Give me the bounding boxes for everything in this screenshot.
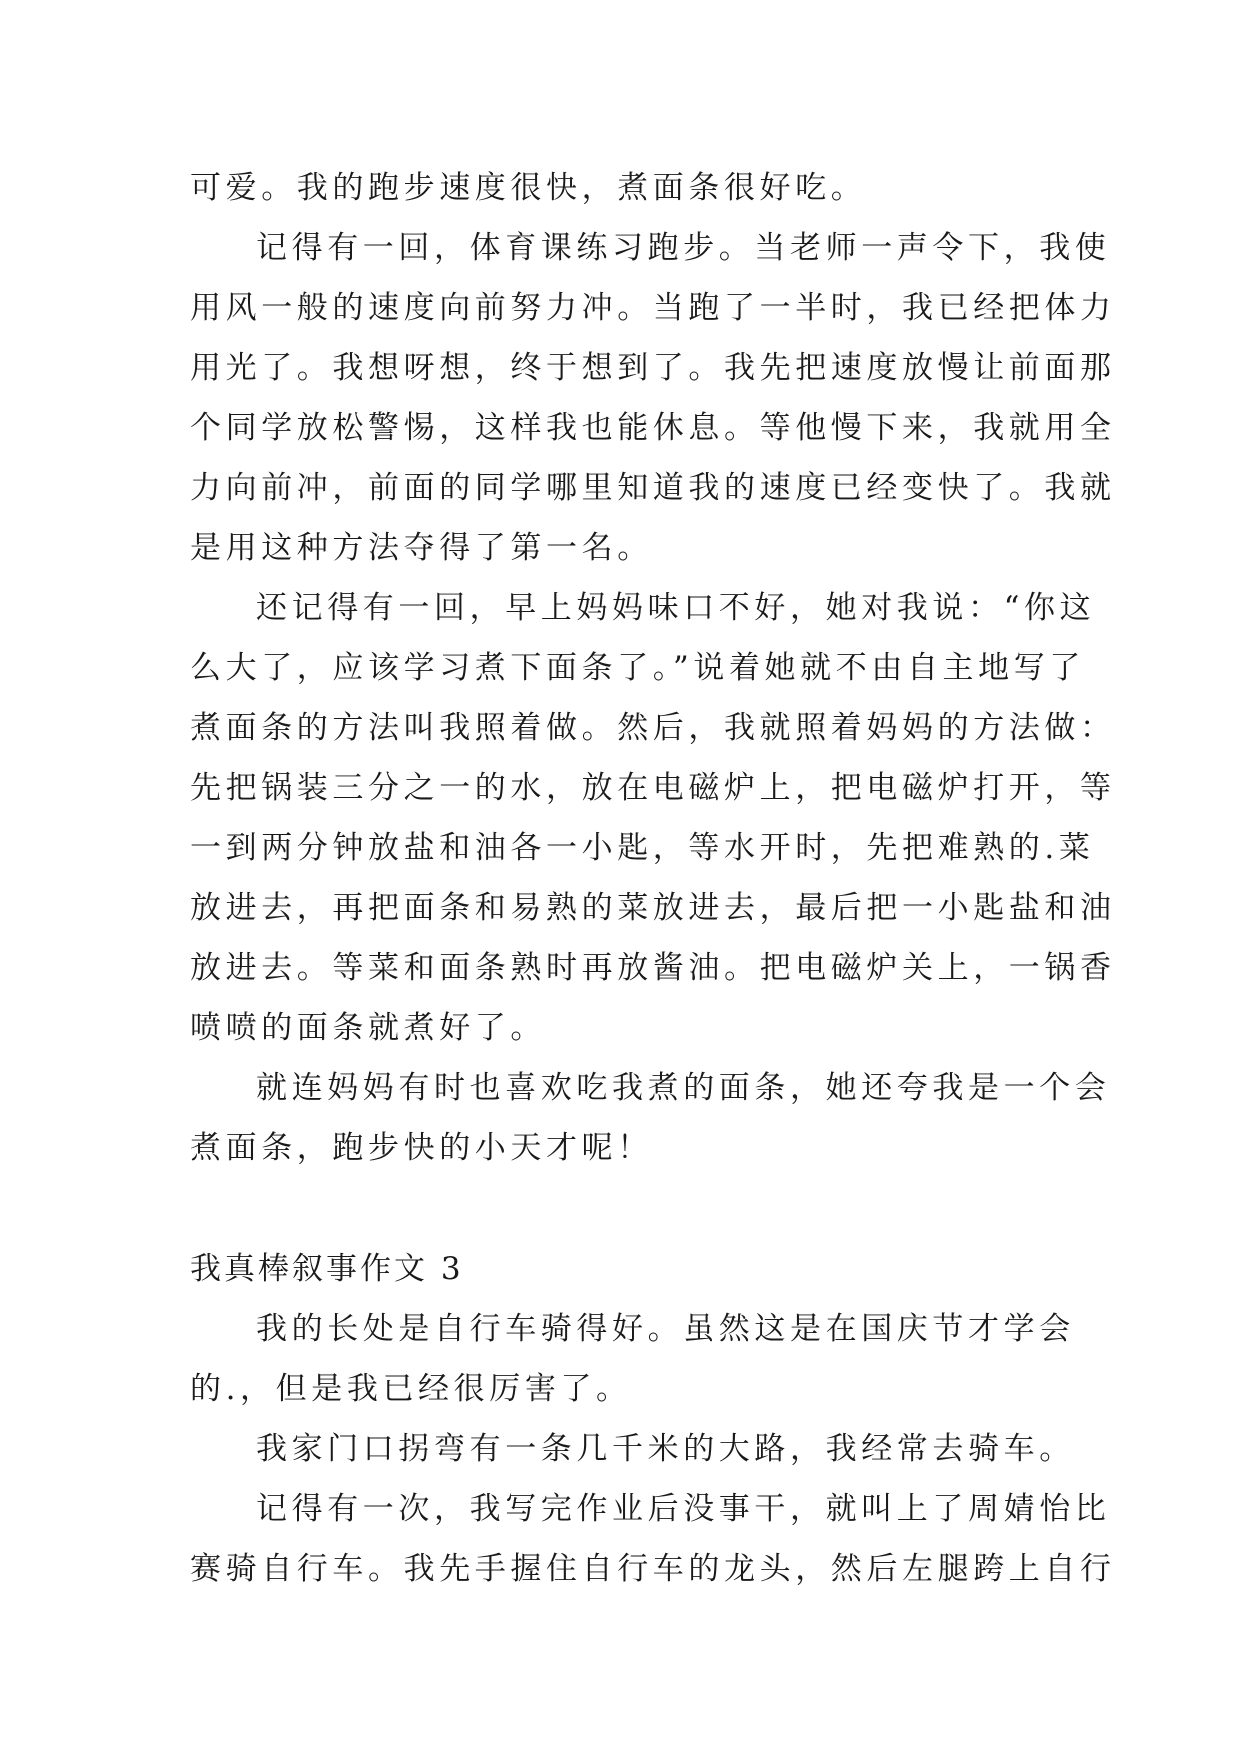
paragraph-noodles [190,578,1116,1058]
text-line: 放进去，再把面条和易熟的菜放进去，最后把一小匙盐和油 [190,890,1116,926]
text-line: 赛骑自行车。我先手握住自行车的龙头，然后左腿跨上自行 [190,1551,1116,1587]
text-line: 用风一般的速度向前努力冲。当跑了一半时，我已经把体力 [190,290,1116,326]
text-line: 煮面条的方法叫我照着做。然后，我就照着妈妈的方法做： [190,710,1116,746]
text-line: 是用这种方法夺得了第一名。 [190,530,653,566]
text-line: 用光了。我想呀想，终于想到了。我先把速度放慢让前面那 [190,350,1116,386]
section-spacer [190,1178,1060,1238]
text-line: 个同学放松警惕，这样我也能休息。等他慢下来，我就用全 [190,410,1116,446]
section-title: 我真棒叙事作文 3 [190,1251,464,1287]
text-line: 的.，但是我已经很厉害了。 [190,1371,632,1407]
text-line: 可爱。我的跑步速度很快，煮面条很好吃。 [190,170,867,206]
text-line: 么大了，应该学习煮下面条了。”说着她就不由自主地写了 [190,650,1085,686]
text-line: 还记得有一回，早上妈妈味口不好，她对我说：“你这 [256,590,1096,626]
text-line: 记得有一次，我写完作业后没事干，就叫上了周婧怡比 [256,1491,1111,1527]
text-line: 放进去。等菜和面条熟时再放酱油。把电磁炉关上，一锅香 [190,950,1116,986]
text-line: 喷喷的面条就煮好了。 [190,1010,546,1046]
text-line: 就连妈妈有时也喜欢吃我煮的面条，她还夸我是一个会 [256,1070,1111,1106]
text-line: 一到两分钟放盐和油各一小匙，等水开时，先把难熟的.菜 [190,830,1095,866]
text-line: 先把锅装三分之一的水，放在电磁炉上，把电磁炉打开，等 [190,770,1116,806]
text-line: 力向前冲，前面的同学哪里知道我的速度已经变快了。我就 [190,470,1116,506]
paragraph-running [190,218,1116,578]
paragraph-road [190,1419,1075,1479]
paragraph-praise [190,1058,1111,1178]
text-line: 我的长处是自行车骑得好。虽然这是在国庆节才学会 [256,1311,1075,1347]
paragraph-bike-intro [190,1299,1075,1419]
text-line: 记得有一回，体育课练习跑步。当老师一声令下，我使 [256,230,1111,266]
paragraph-race [190,1479,1116,1599]
text-line: 煮面条，跑步快的小天才呢！ [190,1130,653,1166]
document-page [190,158,1116,1599]
text-line: 我家门口拐弯有一条几千米的大路，我经常去骑车。 [256,1431,1075,1467]
paragraph-intro-end [190,158,1060,218]
